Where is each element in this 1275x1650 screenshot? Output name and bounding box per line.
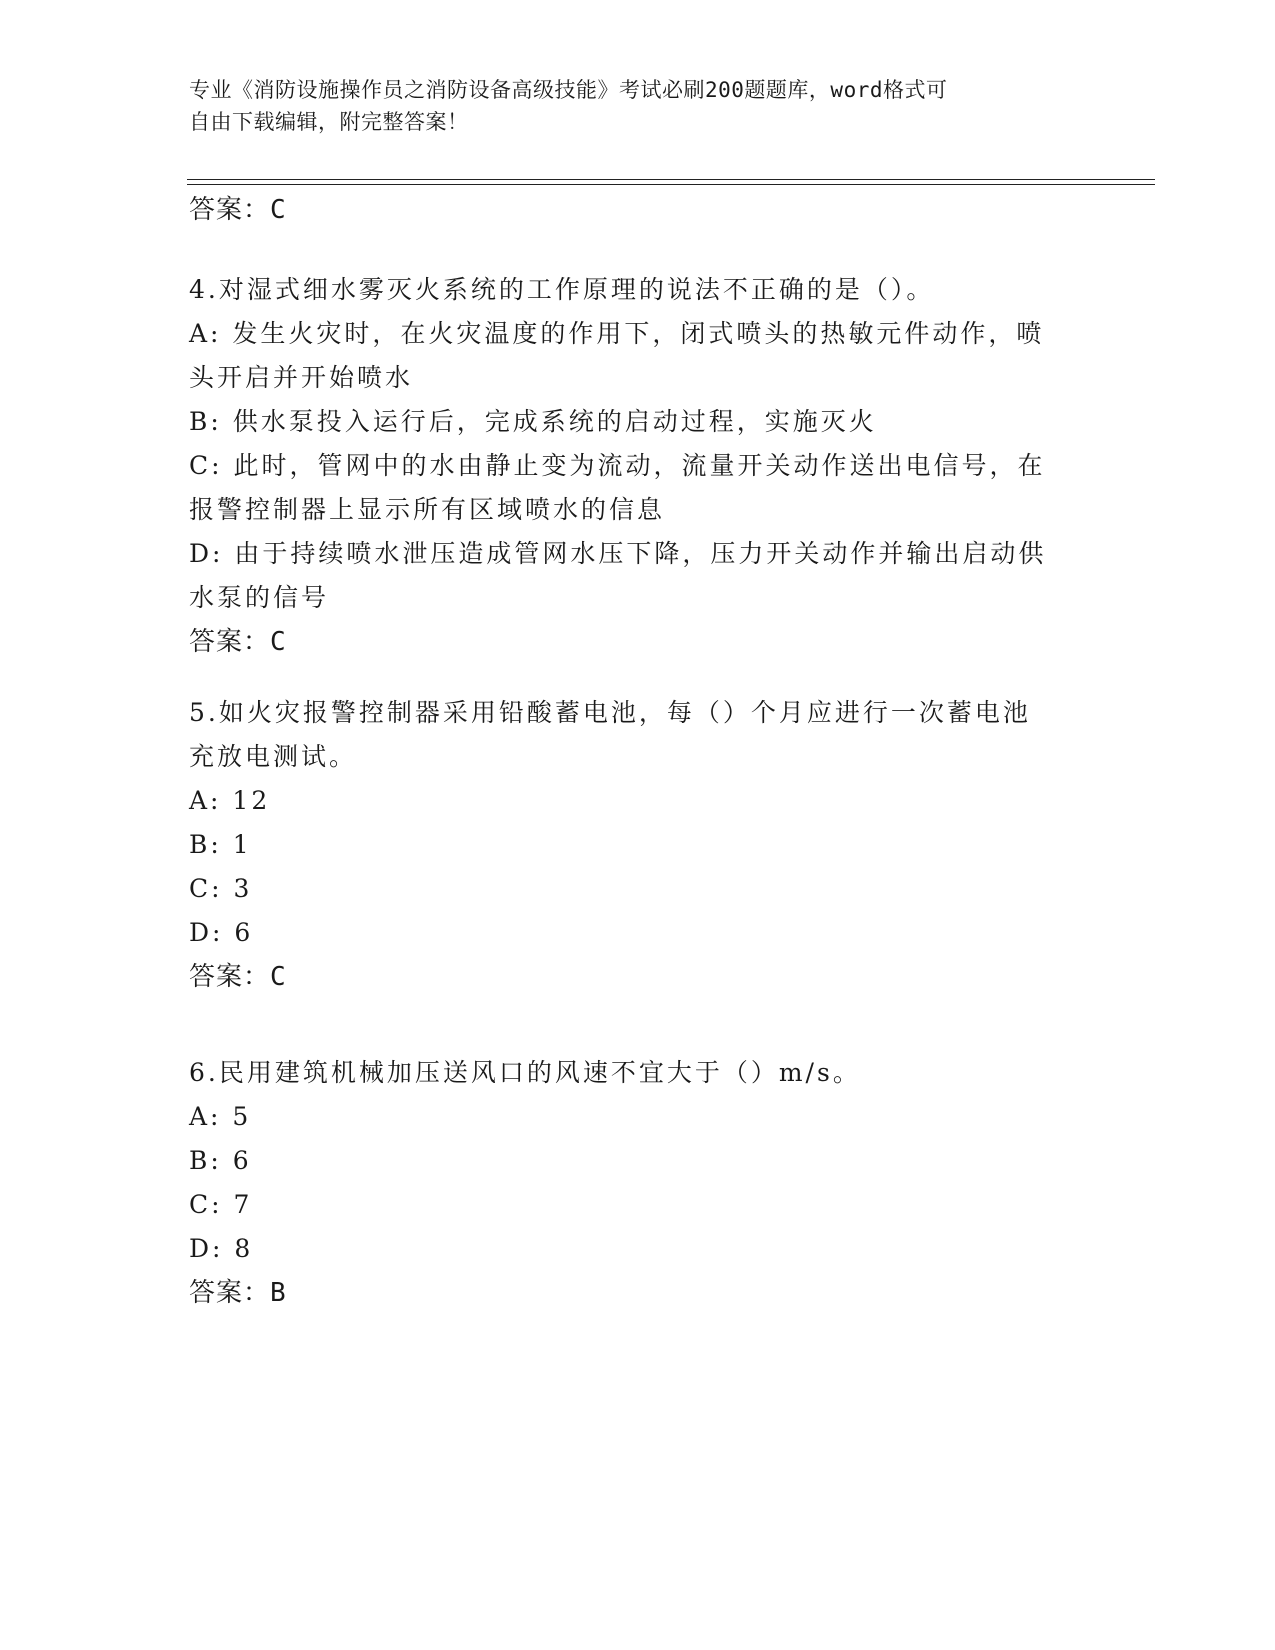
option-line: 报警控制器上显示所有区域喷水的信息 xyxy=(189,495,666,524)
answer-value: C xyxy=(270,962,287,992)
option-line: D: 8 xyxy=(189,1234,254,1263)
question-stem-line: 5.如火灾报警控制器采用铅酸蓄电池，每（）个月应进行一次蓄电池 xyxy=(189,698,1031,727)
option-line: B: 供水泵投入运行后，完成系统的启动过程，实施灭火 xyxy=(189,407,877,436)
option-line: A: 5 xyxy=(189,1102,252,1131)
answer-line xyxy=(189,962,287,992)
answer-line xyxy=(189,1278,287,1308)
option-line: D: 6 xyxy=(189,918,254,947)
option-line: D: 由于持续喷水泄压造成管网水压下降，压力开关动作并输出启动供 xyxy=(189,539,1047,568)
option-line: A: 12 xyxy=(189,786,271,815)
answer-label: 答案： xyxy=(189,195,271,225)
answer-line xyxy=(189,195,287,225)
option-line: C: 3 xyxy=(189,874,253,903)
question-stem-line: 4.对湿式细水雾灭火系统的工作原理的说法不正确的是（）。 xyxy=(189,275,935,304)
answer-value: B xyxy=(270,1278,287,1308)
header-divider-bottom xyxy=(187,184,1155,185)
option-line: 水泵的信号 xyxy=(189,583,330,612)
answer-label: 答案： xyxy=(189,962,271,992)
option-line: 头开启并开始喷水 xyxy=(189,363,414,392)
option-line: B: 1 xyxy=(189,830,252,859)
header-line-1: 专业《消防设施操作员之消防设备高级技能》考试必刷200题题库，word格式可 xyxy=(189,78,948,102)
option-line: A: 发生火灾时，在火灾温度的作用下，闭式喷头的热敏元件动作，喷 xyxy=(189,319,1045,348)
answer-label: 答案： xyxy=(189,627,271,657)
answer-value: C xyxy=(270,627,287,657)
option-line: B: 6 xyxy=(189,1146,252,1175)
question-stem-line: 6.民用建筑机械加压送风口的风速不宜大于（）m/s。 xyxy=(189,1058,861,1087)
answer-label: 答案： xyxy=(189,1278,271,1308)
option-line: C: 此时，管网中的水由静止变为流动，流量开关动作送出电信号，在 xyxy=(189,451,1046,480)
header-divider-top xyxy=(187,179,1155,180)
question-stem-line: 充放电测试。 xyxy=(189,742,358,771)
option-line: C: 7 xyxy=(189,1190,253,1219)
answer-value: C xyxy=(270,195,287,225)
answer-line xyxy=(189,627,287,657)
header-line-2: 自由下载编辑，附完整答案！ xyxy=(189,110,469,134)
document-header xyxy=(189,74,1089,138)
